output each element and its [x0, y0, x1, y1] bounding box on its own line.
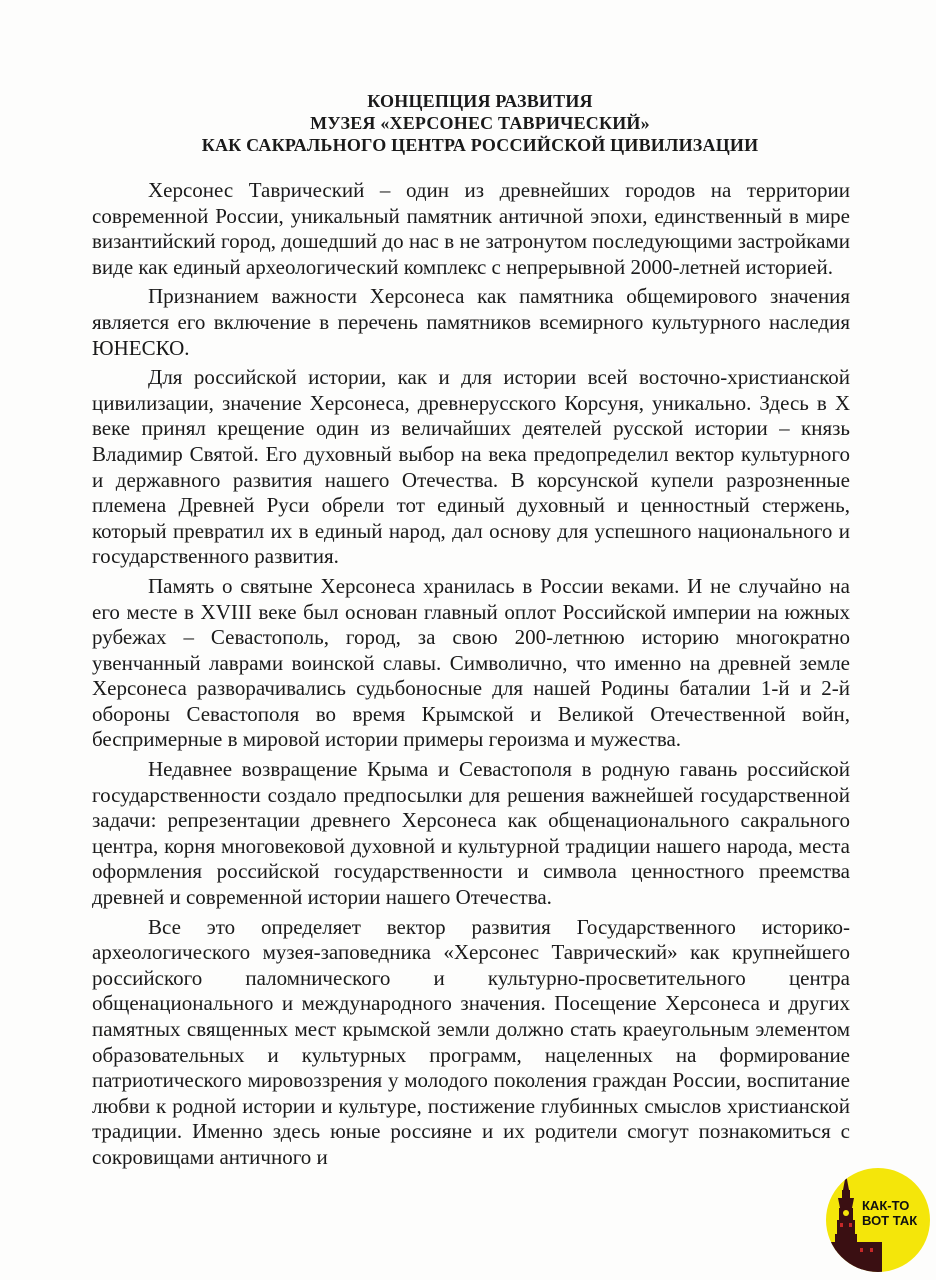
watermark-line-2: ВОТ ТАК	[862, 1213, 918, 1228]
document-title	[80, 90, 880, 156]
paragraph-3: Для российской истории, как и для истории всей восточно-христианской цивилизации, значение Херсонеса, древнерусского Корсуня, уникально. Здесь в X веке принял крещение один из величайших деятелей русской истории – князь Владимир Святой. Его духовный выбор на века предопределил вектор культурного и державного развития нашего Отечества. В корсунской купели разрозненные племена Древней Руси обрели тот единый духовный и ценностный стержень, который превратил их в единый народ, дал основу для успешного национального и государственного развития.	[92, 365, 850, 569]
paragraph-5: Недавнее возвращение Крыма и Севастополя в родную гавань российской государственности создало предпосылки для решения важнейшей государственной задачи: репрезентации древнего Херсонеса как общенационального сакрального центра, корня многовековой духовной и культурной традиции нашего народа, места оформления российской государственности и символа ценностного преемства древней и современной истории нашего Отечества.	[92, 757, 850, 910]
title-line-3: КАК САКРАЛЬНОГО ЦЕНТРА РОССИЙСКОЙ ЦИВИЛИЗАЦИИ	[201, 135, 759, 155]
paragraph-4: Память о святыне Херсонеса хранилась в России веками. И не случайно на его месте в XVIII веке был основан главный оплот Российской империи на южных рубежах – Севастополь, город, за свою 200-летнюю историю многократно увенчанный лаврами воинской славы. Символично, что именно на древней земле Херсонеса разворачивались судьбоносные для нашей Родины баталии 1-й и 2-й обороны Севастополя во время Крымской и Великой Отечественной войн, беспримерные в мировой истории примеры героизма и мужества.	[92, 573, 850, 752]
paragraph-1: Херсонес Таврический – один из древнейших городов на территории современной России, уникальный памятник античной эпохи, единственный в мире византийский город, дошедший до нас в не затронутом последующими застройками виде как единый археологический комплекс с непрерывной 2000-летней историей.	[92, 178, 850, 279]
watermark-line-1: КАК-ТО	[862, 1198, 910, 1213]
paragraph-6: Все это определяет вектор развития Государственного историко-археологического музея-заповедника «Херсонес Таврический» как крупнейшего российского паломнического и культурно-просветительного центра общенационального и международного значения. Посещение Херсонеса и других памятных священных мест крымской земли должно стать краеугольным элементом образовательных и культурных программ, нацеленных на формирование патриотического мировоззрения у молодого поколения граждан России, воспитание любви к родной истории и культуре, постижение глубинных смыслов христианской традиции. Именно здесь юные россияне и их родители смогут познакомиться с сокровищами античного и	[92, 914, 850, 1169]
title-line-2: МУЗЕЯ «ХЕРСОНЕС ТАВРИЧЕСКИЙ»	[310, 113, 650, 133]
title-line-1: КОНЦЕПЦИЯ РАЗВИТИЯ	[367, 91, 593, 111]
document-body	[92, 178, 850, 1175]
paragraph-2: Признанием важности Херсонеса как памятника общемирового значения является его включение в перечень памятников всемирного культурного наследия ЮНЕСКО.	[92, 284, 850, 360]
watermark-badge	[826, 1168, 930, 1272]
